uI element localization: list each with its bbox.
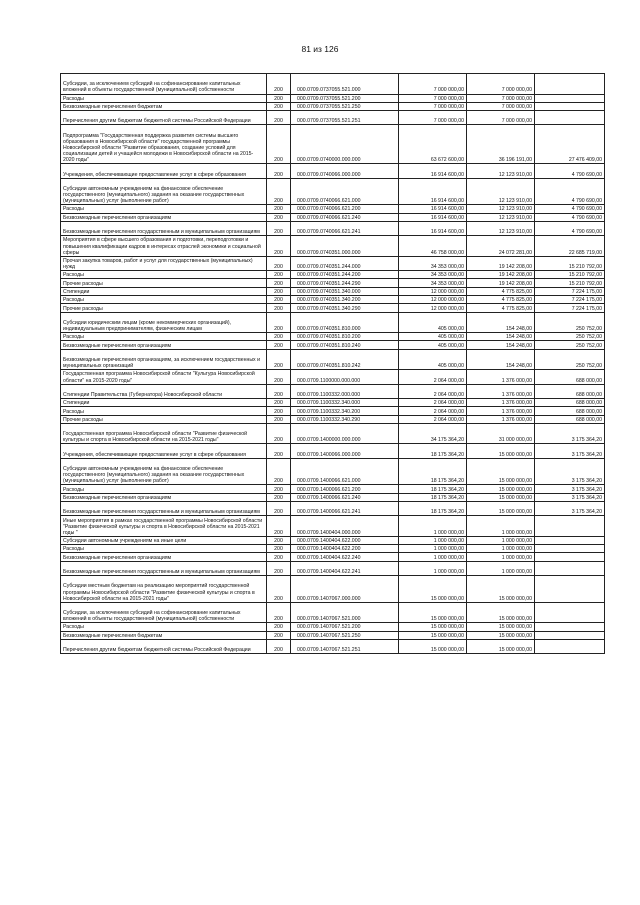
row-name: Иные мероприятия в рамках государственной программы Новосибирской области "Развитие физической культуры и спорта в Новосибирской области на 2015-2021 годы " — [61, 516, 267, 537]
row-value-3: 688 000,00 — [535, 370, 605, 384]
row-kbk: 000.0709.1407067.521.000 — [291, 602, 399, 623]
row-value-3: 688 000,00 — [535, 407, 605, 415]
row-code: 200 — [267, 304, 291, 312]
row-code: 200 — [267, 493, 291, 501]
row-name: Субсидии автономным учреждениям на финансовое обеспечение государственного (муниципального) задания на оказание государственных (муниципальных) услуг (выполнение работ) — [61, 178, 267, 205]
row-name: Безвозмездные перечисления организациям, за исключением государственных и муниципальных организаций — [61, 349, 267, 370]
row-kbk: 000.0709.0740000.000.000 — [291, 125, 399, 164]
row-name: Расходы — [61, 205, 267, 213]
table-row — [61, 444, 605, 458]
table-row — [61, 639, 605, 653]
row-value-2: 4 775 825,00 — [467, 296, 535, 304]
row-name: Безвозмездные перечисления организациям — [61, 553, 267, 561]
row-value-3 — [535, 545, 605, 553]
row-value-2: 36 196 191,00 — [467, 125, 535, 164]
row-kbk: 000.0709.0740351.810.240 — [291, 341, 399, 349]
row-name: Субсидии местным бюджетам на реализацию мероприятий государственной программы Новосибирской области "Развитие физической культуры и спорта в Новосибирской области на 2015-2021 годы" — [61, 576, 267, 603]
row-value-2: 15 000 000,00 — [467, 639, 535, 653]
row-kbk: 000.0709.0740351.340.290 — [291, 304, 399, 312]
row-value-3: 4 790 690,00 — [535, 164, 605, 178]
row-code: 200 — [267, 631, 291, 639]
row-value-1: 2 064 000,00 — [399, 384, 467, 398]
row-kbk: 000.0709.0737055.521.251 — [291, 111, 399, 125]
row-value-3: 250 752,00 — [535, 341, 605, 349]
row-value-3: 3 175 364,20 — [535, 493, 605, 501]
row-value-2: 7 000 000,00 — [467, 94, 535, 102]
row-code: 200 — [267, 125, 291, 164]
table-row — [61, 236, 605, 257]
row-code: 200 — [267, 485, 291, 493]
row-kbk: 000.0709.0740066.621.200 — [291, 205, 399, 213]
row-kbk: 000.0709.0740351.810.000 — [291, 312, 399, 333]
row-value-1: 18 175 364,20 — [399, 501, 467, 515]
row-name: Безвозмездные перечисления государственным и муниципальным организациям — [61, 561, 267, 575]
table-row — [61, 623, 605, 631]
row-name: Перечисления другим бюджетам бюджетной системы Российской Федерации — [61, 639, 267, 653]
row-value-3 — [535, 94, 605, 102]
row-value-1: 15 000 000,00 — [399, 639, 467, 653]
row-code: 200 — [267, 516, 291, 537]
row-value-2: 15 000 000,00 — [467, 458, 535, 485]
row-kbk: 000.0709.1100332.000.000 — [291, 384, 399, 398]
table-row — [61, 312, 605, 333]
table-row — [61, 164, 605, 178]
row-value-2: 12 123 910,00 — [467, 221, 535, 235]
row-value-1: 18 175 364,20 — [399, 493, 467, 501]
row-value-1: 34 353 000,00 — [399, 279, 467, 287]
row-value-3: 250 752,00 — [535, 312, 605, 333]
row-name: Расходы — [61, 623, 267, 631]
row-value-3: 27 476 409,00 — [535, 125, 605, 164]
row-value-2: 1 376 000,00 — [467, 415, 535, 423]
row-value-3: 4 790 690,00 — [535, 205, 605, 213]
table-row — [61, 485, 605, 493]
table-row — [61, 384, 605, 398]
row-value-3: 15 210 792,00 — [535, 256, 605, 270]
row-value-1: 7 000 000,00 — [399, 94, 467, 102]
row-code: 200 — [267, 458, 291, 485]
table-row — [61, 341, 605, 349]
row-value-2: 31 000 000,00 — [467, 423, 535, 444]
table-row — [61, 370, 605, 384]
row-code: 200 — [267, 296, 291, 304]
table-row — [61, 561, 605, 575]
row-value-3 — [535, 74, 605, 95]
row-value-3 — [535, 561, 605, 575]
table-row — [61, 399, 605, 407]
table-row — [61, 125, 605, 164]
row-value-2: 15 000 000,00 — [467, 576, 535, 603]
row-code: 200 — [267, 221, 291, 235]
row-value-1: 63 672 600,00 — [399, 125, 467, 164]
row-kbk: 000.0709.1400066.621.240 — [291, 493, 399, 501]
row-name: Мероприятия в сфере высшего образования и подготовки, переподготовки и повышения квалификации кадров в интересах отраслей экономики и социальной сферы — [61, 236, 267, 257]
row-value-1: 7 000 000,00 — [399, 111, 467, 125]
row-value-3: 7 224 175,00 — [535, 296, 605, 304]
row-value-3: 4 790 690,00 — [535, 213, 605, 221]
row-name: Расходы — [61, 296, 267, 304]
row-value-1: 16 914 600,00 — [399, 164, 467, 178]
row-kbk: 000.0709.1400404.622.241 — [291, 561, 399, 575]
table-row — [61, 333, 605, 341]
row-value-2: 1 376 000,00 — [467, 370, 535, 384]
row-code: 200 — [267, 545, 291, 553]
row-name: Субсидии юридическим лицам (кроме некоммерческих организаций), индивидуальным предпринимателям, физическим лицам — [61, 312, 267, 333]
row-value-1: 16 914 600,00 — [399, 213, 467, 221]
row-name: Прочая закупка товаров, работ и услуг для государственных (муниципальных) нужд — [61, 256, 267, 270]
row-value-2: 15 000 000,00 — [467, 493, 535, 501]
row-name: Учреждения, обеспечивающие предоставление услуг в сфере образования — [61, 444, 267, 458]
page-number: 81 из 126 — [301, 44, 339, 54]
row-name: Государственная программа Новосибирской области "Развитие физической культуры и спорта в Новосибирской области на 2015-2021 годы" — [61, 423, 267, 444]
table-row — [61, 94, 605, 102]
row-name: Расходы — [61, 94, 267, 102]
row-value-1: 18 175 364,20 — [399, 485, 467, 493]
row-value-2: 154 248,00 — [467, 349, 535, 370]
row-value-1: 16 914 600,00 — [399, 205, 467, 213]
row-kbk: 000.0709.1400066.621.241 — [291, 501, 399, 515]
row-kbk: 000.0709.0740351.000.000 — [291, 236, 399, 257]
row-kbk: 000.0709.0740351.244.290 — [291, 279, 399, 287]
row-code: 200 — [267, 623, 291, 631]
row-value-3: 688 000,00 — [535, 384, 605, 398]
row-kbk: 000.0709.1407067.521.251 — [291, 639, 399, 653]
row-value-1: 34 353 000,00 — [399, 256, 467, 270]
table-row — [61, 287, 605, 295]
row-value-1: 34 175 364,20 — [399, 423, 467, 444]
row-value-1: 2 064 000,00 — [399, 407, 467, 415]
row-code: 200 — [267, 74, 291, 95]
row-kbk: 000.0709.0740066.621.000 — [291, 178, 399, 205]
row-value-1: 405 000,00 — [399, 341, 467, 349]
row-value-2: 1 000 000,00 — [467, 536, 535, 544]
row-code: 200 — [267, 236, 291, 257]
row-code: 200 — [267, 602, 291, 623]
row-value-3 — [535, 639, 605, 653]
row-code: 200 — [267, 639, 291, 653]
row-kbk: 000.0709.1400404.622.000 — [291, 536, 399, 544]
table-row — [61, 631, 605, 639]
table-row — [61, 536, 605, 544]
row-kbk: 000.0709.1407067.521.250 — [291, 631, 399, 639]
row-value-2: 19 142 208,00 — [467, 256, 535, 270]
row-kbk: 000.0709.1400404.000.000 — [291, 516, 399, 537]
row-value-3 — [535, 553, 605, 561]
row-value-3: 15 210 792,00 — [535, 271, 605, 279]
row-kbk: 000.0709.0740066.000.000 — [291, 164, 399, 178]
row-name: Субсидии, за исключением субсидий на софинансирование капитальных вложений в объекты государственной (муниципальной) собственности — [61, 602, 267, 623]
row-kbk: 000.0709.1400066.621.000 — [291, 458, 399, 485]
table-row — [61, 407, 605, 415]
row-value-3: 688 000,00 — [535, 415, 605, 423]
row-kbk: 000.0709.0737055.521.000 — [291, 74, 399, 95]
row-kbk: 000.0709.1100332.340.000 — [291, 399, 399, 407]
row-code: 200 — [267, 271, 291, 279]
table-row — [61, 111, 605, 125]
table-row — [61, 553, 605, 561]
row-kbk: 000.0709.0740351.340.000 — [291, 287, 399, 295]
row-name: Перечисления другим бюджетам бюджетной системы Российской Федерации — [61, 111, 267, 125]
table-row — [61, 349, 605, 370]
row-name: Расходы — [61, 485, 267, 493]
table-row — [61, 458, 605, 485]
row-value-2: 19 142 208,00 — [467, 271, 535, 279]
row-value-2: 1 000 000,00 — [467, 561, 535, 575]
table-row — [61, 493, 605, 501]
row-value-2: 1 000 000,00 — [467, 545, 535, 553]
row-value-1: 12 000 000,00 — [399, 304, 467, 312]
table-row — [61, 213, 605, 221]
row-kbk: 000.0709.0737055.521.200 — [291, 94, 399, 102]
row-kbk: 000.0709.0740066.621.241 — [291, 221, 399, 235]
row-value-1: 12 000 000,00 — [399, 296, 467, 304]
row-code: 200 — [267, 213, 291, 221]
row-value-1: 15 000 000,00 — [399, 576, 467, 603]
row-value-2: 12 123 910,00 — [467, 164, 535, 178]
row-code: 200 — [267, 444, 291, 458]
row-value-3: 3 175 364,20 — [535, 501, 605, 515]
row-value-2: 12 123 910,00 — [467, 213, 535, 221]
row-name: Расходы — [61, 333, 267, 341]
row-code: 200 — [267, 536, 291, 544]
row-value-1: 405 000,00 — [399, 312, 467, 333]
table-row — [61, 256, 605, 270]
row-value-2: 24 072 281,00 — [467, 236, 535, 257]
row-kbk: 000.0709.1407067.000.000 — [291, 576, 399, 603]
row-code: 200 — [267, 501, 291, 515]
row-name: Субсидии, за исключением субсидий на софинансирование капитальных вложений в объекты государственной (муниципальной) собственности — [61, 74, 267, 95]
table-row — [61, 602, 605, 623]
row-name: Безвозмездные перечисления бюджетам — [61, 102, 267, 110]
row-value-1: 16 914 600,00 — [399, 221, 467, 235]
row-value-1: 15 000 000,00 — [399, 631, 467, 639]
row-code: 200 — [267, 407, 291, 415]
row-code: 200 — [267, 349, 291, 370]
table-row — [61, 205, 605, 213]
row-kbk: 000.0709.1100000.000.000 — [291, 370, 399, 384]
row-name: Безвозмездные перечисления государственным и муниципальным организациям — [61, 221, 267, 235]
row-value-1: 1 000 000,00 — [399, 553, 467, 561]
row-kbk: 000.0709.1407067.521.200 — [291, 623, 399, 631]
row-name: Субсидии автономным учреждениям на иные цели — [61, 536, 267, 544]
row-name: Безвозмездные перечисления организациям — [61, 493, 267, 501]
row-value-3 — [535, 111, 605, 125]
row-value-1: 7 000 000,00 — [399, 102, 467, 110]
row-code: 200 — [267, 399, 291, 407]
row-value-2: 15 000 000,00 — [467, 602, 535, 623]
row-value-3 — [535, 576, 605, 603]
row-value-1: 46 758 000,00 — [399, 236, 467, 257]
row-value-2: 15 000 000,00 — [467, 631, 535, 639]
row-kbk: 000.0709.0740351.244.000 — [291, 256, 399, 270]
row-value-1: 405 000,00 — [399, 349, 467, 370]
row-code: 200 — [267, 256, 291, 270]
row-value-2: 154 248,00 — [467, 341, 535, 349]
row-value-2: 19 142 208,00 — [467, 279, 535, 287]
row-name: Безвозмездные перечисления организациям — [61, 213, 267, 221]
row-name: Стипендии — [61, 287, 267, 295]
row-kbk: 000.0709.0740066.621.240 — [291, 213, 399, 221]
table-row — [61, 74, 605, 95]
row-value-2: 15 000 000,00 — [467, 623, 535, 631]
row-value-2: 1 000 000,00 — [467, 553, 535, 561]
row-code: 200 — [267, 205, 291, 213]
table-row — [61, 296, 605, 304]
row-value-2: 4 775 825,00 — [467, 287, 535, 295]
table-row — [61, 576, 605, 603]
row-value-1: 15 000 000,00 — [399, 623, 467, 631]
row-kbk: 000.0709.0740351.810.242 — [291, 349, 399, 370]
row-kbk: 000.0709.0740351.340.200 — [291, 296, 399, 304]
row-name: Подпрограмма "Государственная поддержка развития системы высшего образования в Новосибирской области" государственной программы Новосибирской области "Развитие образования, создание условий для социализации детей и учащейся молодежи в Новосибирской области на 2015-2020 годы" — [61, 125, 267, 164]
row-value-2: 7 000 000,00 — [467, 74, 535, 95]
row-name: Стипендии — [61, 399, 267, 407]
row-value-2: 154 248,00 — [467, 312, 535, 333]
row-code: 200 — [267, 279, 291, 287]
row-code: 200 — [267, 576, 291, 603]
table-row — [61, 501, 605, 515]
row-value-2: 12 123 910,00 — [467, 205, 535, 213]
row-code: 200 — [267, 94, 291, 102]
row-value-2: 15 000 000,00 — [467, 444, 535, 458]
row-kbk: 000.0709.1400000.000.000 — [291, 423, 399, 444]
row-name: Расходы — [61, 545, 267, 553]
row-value-3: 7 224 175,00 — [535, 287, 605, 295]
row-code: 200 — [267, 102, 291, 110]
row-code: 200 — [267, 312, 291, 333]
row-code: 200 — [267, 287, 291, 295]
row-code: 200 — [267, 561, 291, 575]
row-value-3: 4 790 690,00 — [535, 178, 605, 205]
row-value-3: 3 175 364,20 — [535, 458, 605, 485]
row-value-1: 2 064 000,00 — [399, 415, 467, 423]
table-row — [61, 271, 605, 279]
row-value-2: 15 000 000,00 — [467, 501, 535, 515]
table-row — [61, 221, 605, 235]
row-kbk: 000.0709.1100332.340.290 — [291, 415, 399, 423]
row-value-3: 250 752,00 — [535, 333, 605, 341]
row-value-1: 1 000 000,00 — [399, 516, 467, 537]
row-name: Стипендии Правительства (Губернатора) Новосибирской области — [61, 384, 267, 398]
row-value-3 — [535, 631, 605, 639]
row-value-3: 4 790 690,00 — [535, 221, 605, 235]
row-value-2: 7 000 000,00 — [467, 102, 535, 110]
row-value-3 — [535, 623, 605, 631]
row-value-3: 15 210 792,00 — [535, 279, 605, 287]
row-kbk: 000.0709.0737055.521.250 — [291, 102, 399, 110]
row-code: 200 — [267, 553, 291, 561]
row-value-1: 34 353 000,00 — [399, 271, 467, 279]
row-kbk: 000.0709.0740351.244.200 — [291, 271, 399, 279]
row-value-1: 2 064 000,00 — [399, 370, 467, 384]
table-row — [61, 102, 605, 110]
row-value-3 — [535, 102, 605, 110]
row-value-3 — [535, 516, 605, 537]
row-value-3: 3 175 364,20 — [535, 444, 605, 458]
row-value-1: 18 175 364,20 — [399, 458, 467, 485]
table-row — [61, 178, 605, 205]
row-code: 200 — [267, 178, 291, 205]
row-code: 200 — [267, 164, 291, 178]
row-value-2: 12 123 910,00 — [467, 178, 535, 205]
row-value-2: 1 376 000,00 — [467, 384, 535, 398]
row-value-3: 688 000,00 — [535, 399, 605, 407]
row-value-1: 1 000 000,00 — [399, 536, 467, 544]
row-value-2: 1 376 000,00 — [467, 399, 535, 407]
row-kbk: 000.0709.1400404.622.240 — [291, 553, 399, 561]
row-value-1: 7 000 000,00 — [399, 74, 467, 95]
row-value-1: 16 914 600,00 — [399, 178, 467, 205]
row-kbk: 000.0709.1400066.000.000 — [291, 444, 399, 458]
table-row — [61, 415, 605, 423]
row-value-1: 2 064 000,00 — [399, 399, 467, 407]
row-value-1: 18 175 364,20 — [399, 444, 467, 458]
table-row — [61, 516, 605, 537]
row-kbk: 000.0709.1100332.340.200 — [291, 407, 399, 415]
row-name: Безвозмездные перечисления государственным и муниципальным организациям — [61, 501, 267, 515]
row-value-1: 12 000 000,00 — [399, 287, 467, 295]
row-name: Государственная программа Новосибирской области "Культура Новосибирской области" на 2015-2020 годы" — [61, 370, 267, 384]
row-value-3: 250 752,00 — [535, 349, 605, 370]
row-code: 200 — [267, 384, 291, 398]
row-code: 200 — [267, 423, 291, 444]
row-name: Безвозмездные перечисления бюджетам — [61, 631, 267, 639]
row-value-3: 22 685 719,00 — [535, 236, 605, 257]
row-value-2: 15 000 000,00 — [467, 485, 535, 493]
row-code: 200 — [267, 415, 291, 423]
row-value-2: 1 000 000,00 — [467, 516, 535, 537]
row-value-1: 15 000 000,00 — [399, 602, 467, 623]
row-value-3: 3 175 364,20 — [535, 485, 605, 493]
row-kbk: 000.0709.0740351.810.200 — [291, 333, 399, 341]
row-code: 200 — [267, 333, 291, 341]
row-value-2: 4 775 825,00 — [467, 304, 535, 312]
row-code: 200 — [267, 111, 291, 125]
table-row — [61, 304, 605, 312]
row-value-3: 3 175 364,20 — [535, 423, 605, 444]
row-code: 200 — [267, 370, 291, 384]
row-value-1: 1 000 000,00 — [399, 561, 467, 575]
row-name: Расходы — [61, 407, 267, 415]
budget-table-body — [61, 74, 605, 654]
table-row — [61, 279, 605, 287]
row-name: Безвозмездные перечисления организациям — [61, 341, 267, 349]
row-name: Прочие расходы — [61, 279, 267, 287]
row-kbk: 000.0709.1400066.621.200 — [291, 485, 399, 493]
row-value-2: 154 248,00 — [467, 333, 535, 341]
row-name: Расходы — [61, 271, 267, 279]
row-value-3 — [535, 602, 605, 623]
row-name: Субсидии автономным учреждениям на финансовое обеспечение государственного (муниципального) задания на оказание государственных (муниципальных) услуг (выполнение работ) — [61, 458, 267, 485]
row-name: Прочие расходы — [61, 304, 267, 312]
row-value-1: 1 000 000,00 — [399, 545, 467, 553]
row-name: Прочие расходы — [61, 415, 267, 423]
table-row — [61, 423, 605, 444]
table-row — [61, 545, 605, 553]
row-kbk: 000.0709.1400404.622.200 — [291, 545, 399, 553]
budget-table — [60, 73, 605, 654]
row-value-3 — [535, 536, 605, 544]
row-code: 200 — [267, 341, 291, 349]
row-value-2: 7 000 000,00 — [467, 111, 535, 125]
row-value-2: 1 376 000,00 — [467, 407, 535, 415]
row-name: Учреждения, обеспечивающие предоставление услуг в сфере образования — [61, 164, 267, 178]
row-value-3: 7 224 175,00 — [535, 304, 605, 312]
row-value-1: 405 000,00 — [399, 333, 467, 341]
